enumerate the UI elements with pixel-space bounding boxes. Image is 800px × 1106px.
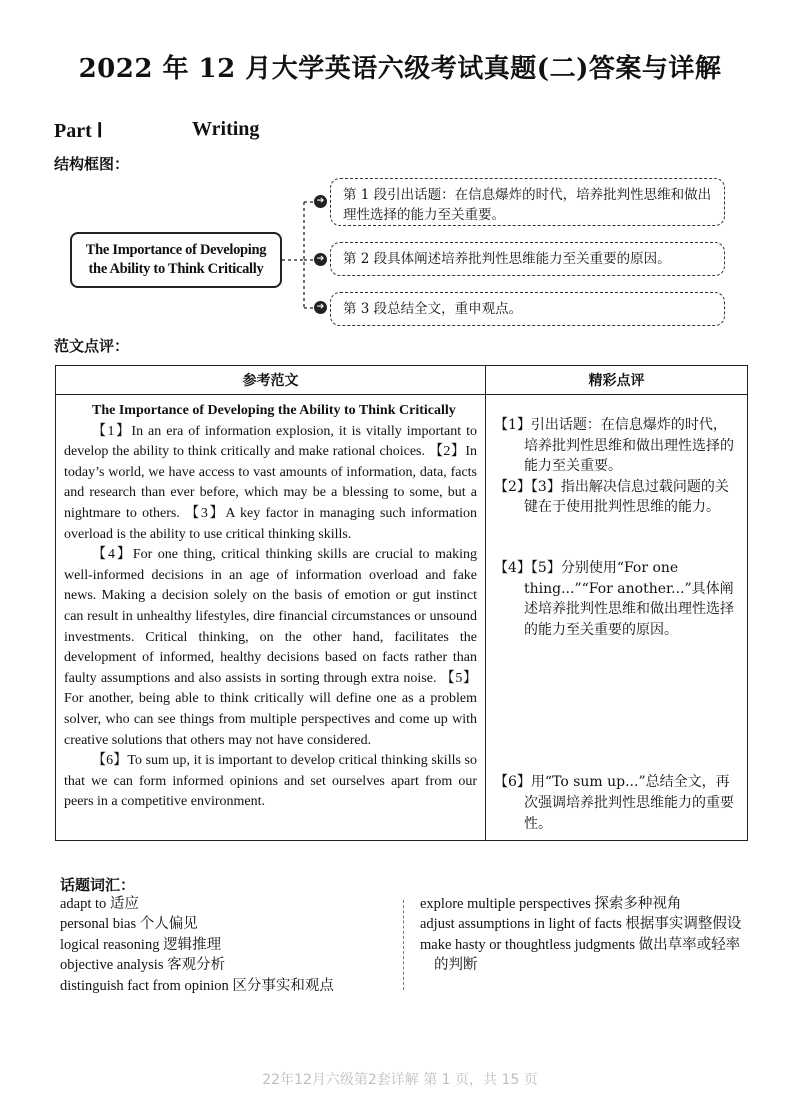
vocab-item: personal bias 个人偏见 [60,916,198,933]
vocab-item: distinguish fact from opinion 区分事实和观点 [60,977,334,994]
central-topic-line2: the Ability to Think Critically [88,261,264,277]
arrow-icon: ➔ [314,253,327,266]
essay-paragraph-3: 【6】To sum up, it is important to develop critical thinking skills so that we can form informed opinions and set ourselves apart from our peers in a competitive environment. [64,753,477,810]
vocab-item: adapt to 适应 [60,896,139,912]
vocab-divider [403,900,404,990]
part-name: Writing [192,118,260,140]
central-topic-line1: The Importance of Developing [85,242,267,258]
essay-paragraph-2: 【4】For one thing, critical thinking skills are crucial to making well-informed decisions in an age of information overload and fake news. Making a decision solely on the basis of emotion or gut instinct can result in unhealthy lifestyles, dire financial circumstances or unsound investments. Critical thinking, on the other hand, facilitates the development of informed, healthy decisions based on facts rather than faulty assumptions and also assists in sorting through extra noise. 【5】For another, being able to think critically will define one as a problem solver, who can see things from multiple perspectives and come up with creative solutions that others may not have considered. [64,547,477,748]
structure-branch-2: 第 2 段具体阐述培养批判性思维能力至关重要的原因。 [330,242,725,276]
structure-branch-3: 第 3 段总结全文，重申观点。 [330,292,725,326]
column-header-essay: 参考范文 [56,366,486,395]
vocab-item: adjust assumptions in light of facts 根据事实调整假设 [420,916,742,933]
part-label: Part Ⅰ [54,120,103,142]
comment-2: 【2】【3】指出解决信息过载问题的关键在于使用批判性思维的能力。 [494,478,729,516]
structure-branch-1: 第 1 段引出话题：在信息爆炸的时代，培养批判性思维和做出理性选择的能力至关重要。 [330,178,725,226]
essay-title: The Importance of Developing the Ability to Think Critically [92,403,456,418]
central-topic-box [70,232,282,288]
comment-1: 【1】引出话题：在信息爆炸的时代，培养批判性思维和做出理性选择的能力至关重要。 [494,417,734,475]
comment-4: 【6】用“To sum up...”总结全文，再次强调培养批判性思维能力的重要性。 [494,774,734,832]
page-footer: 22年12月六级第2套详解 第 1 页，共 15 页 [262,1072,538,1088]
page-title: 2022 年 12 月大学英语六级考试真题(二)答案与详解 [78,54,722,84]
vocab-item: explore multiple perspectives 探索多种视角 [420,896,682,912]
comment-3: 【4】【5】分别使用“For one thing...”“For another...”具体阐述培养批判性思维和做出理性选择的能力至关重要的原因。 [494,559,734,638]
essay-paragraph-1: 【1】In an era of information explosion, it is vitally important to develop the ability to think critically and make rational choices. 【2】In today’s world, we have access to vast amounts of information, data, facts and research than ever before, which may be a blessing to some, but a nightmare to others. 【3】A key factor in managing such information overload is the ability to use critical thinking skills. [64,423,477,542]
vocab-item: logical reasoning 逻辑推理 [60,936,222,953]
essay-body [56,395,485,819]
structure-heading: 结构框图： [54,155,130,173]
arrow-icon: ➔ [314,195,327,208]
vocab-item: 的判断 [434,957,478,974]
vocab-heading: 话题词汇： [60,876,136,894]
arrow-icon: ➔ [314,301,327,314]
column-header-comment: 精彩点评 [486,366,748,395]
vocab-item: make hasty or thoughtless judgments 做出草率或轻率 [420,936,741,953]
review-table [55,365,748,841]
comment-column [486,395,747,840]
vocab-left-list [60,894,334,996]
review-heading: 范文点评： [54,337,130,355]
vocab-item: objective analysis 客观分析 [60,957,226,974]
vocab-right-list [420,894,741,976]
